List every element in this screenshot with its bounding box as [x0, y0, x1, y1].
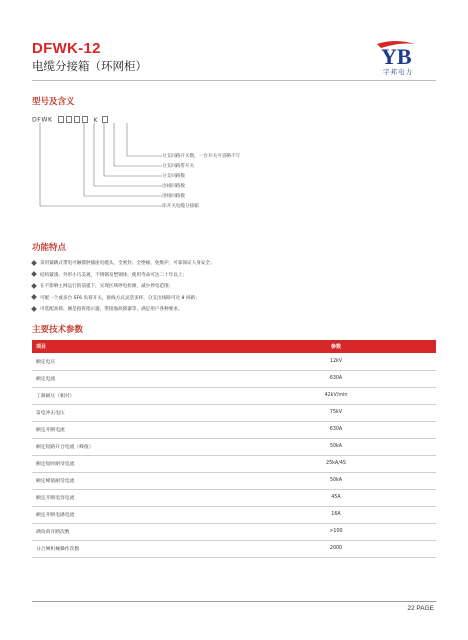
page-subtitle: 电缆分接箱（环网柜） [32, 59, 147, 73]
page-title: DFWK-12 [32, 40, 101, 57]
model-code-prefix: DFWK [32, 116, 53, 124]
table-row [32, 455, 436, 472]
footer-divider [32, 601, 436, 602]
param-value: 12kV [236, 353, 436, 370]
param-value: >100 [236, 523, 436, 540]
legend-item: 出线回路数 [162, 184, 185, 189]
logo-letters: YB [381, 44, 412, 69]
param-name: 工频耐压（相对） [32, 387, 236, 404]
feature-text: 结构紧凑、外形小巧美观，不锈钢及塑钢体，使用寿命可达二十年以上； [40, 272, 188, 278]
list-item [32, 304, 436, 316]
page-number: 22 PAGE [407, 605, 434, 612]
param-value: 50kA [236, 438, 436, 455]
params-section-title: 主要技术参数 [32, 325, 84, 335]
diamond-bullet-icon [31, 260, 37, 266]
feature-list [32, 258, 436, 316]
param-value: 50kA [236, 472, 436, 489]
list-item [32, 293, 436, 305]
legend-item: 环开关电缆分接箱 [162, 204, 199, 209]
param-value: 2000 [236, 540, 436, 557]
param-value: 630A [236, 421, 436, 438]
param-name: 额定短路开合电流（峰值） [32, 438, 236, 455]
table-row [32, 438, 436, 455]
column-header-item: 项目 [32, 340, 236, 353]
param-name: 额定开断电流 [32, 421, 236, 438]
table-header-row [32, 340, 436, 353]
param-name: 额定开断电容电流 [32, 489, 236, 506]
param-value: 42kV/min [236, 387, 436, 404]
table-row [32, 353, 436, 370]
param-value: 16A [236, 506, 436, 523]
param-name: 额定电流 [32, 370, 236, 387]
param-name: 额定短时耐受电流 [32, 455, 236, 472]
diamond-bullet-icon [31, 283, 37, 289]
params-table [32, 340, 436, 558]
legend-item: 分支回路开关数，一台开关可省略不写 [162, 154, 241, 159]
diamond-bullet-icon [31, 306, 37, 312]
param-value: 45A [236, 489, 436, 506]
table-row [32, 387, 436, 404]
feature-text: 采用紧耦式带电可触摸肘插座电缆头，全密封、全绝缘、免维护，可靠保证人身安全； [40, 261, 215, 266]
feature-text: 可选配高锁、刚是指挥指示器，带接地故障器等，满足用户各种要求。 [40, 307, 183, 313]
table-row [32, 523, 436, 540]
param-name: 额定开断电感电流 [32, 506, 236, 523]
list-item [32, 270, 436, 282]
list-item [32, 281, 436, 293]
logo-caption: 宇邦电力 [383, 68, 413, 76]
feature-text: 在不影响主网运行的前提下，实现区域停电检修，减少停电范围； [40, 284, 174, 290]
param-name: 分合闸机械操作次数 [32, 540, 236, 557]
param-name: 雷电冲击电压 [32, 404, 236, 421]
table-row [32, 421, 436, 438]
list-item [32, 258, 436, 270]
model-code-box [58, 116, 64, 123]
param-value: 25kA/4S [236, 455, 436, 472]
table-row [32, 404, 436, 421]
table-row [32, 489, 436, 506]
model-section-title: 型号及含义 [32, 97, 75, 107]
param-value: 75kV [236, 404, 436, 421]
legend-item: 分支回路数 [162, 174, 185, 179]
model-code-letter: K [93, 116, 98, 124]
diamond-bullet-icon [31, 294, 37, 300]
header-divider [32, 80, 436, 81]
table-row [32, 540, 436, 557]
param-name: 满负荷开断次数 [32, 523, 236, 540]
param-value: 630A [236, 370, 436, 387]
table-row [32, 370, 436, 387]
model-code-box [66, 116, 72, 123]
column-header-value: 参数 [236, 340, 436, 353]
model-code-box [102, 116, 108, 123]
diamond-bullet-icon [31, 271, 37, 277]
model-legend-lines [32, 123, 172, 208]
table-row [32, 506, 436, 523]
features-section-title: 功能特点 [32, 243, 67, 253]
model-code-box [82, 116, 88, 123]
table-row [32, 472, 436, 489]
model-code-box [74, 116, 80, 123]
feature-text: 可配一个或多台 SF6 负荷开关，接线方式灵活多样，分支出线路可达 8 回路； [40, 295, 200, 301]
legend-item: 分支回路带开关 [162, 164, 195, 169]
param-name: 额定电压 [32, 353, 236, 370]
param-name: 额定峰值耐受电流 [32, 472, 236, 489]
legend-item: 进线回路数 [162, 194, 185, 199]
